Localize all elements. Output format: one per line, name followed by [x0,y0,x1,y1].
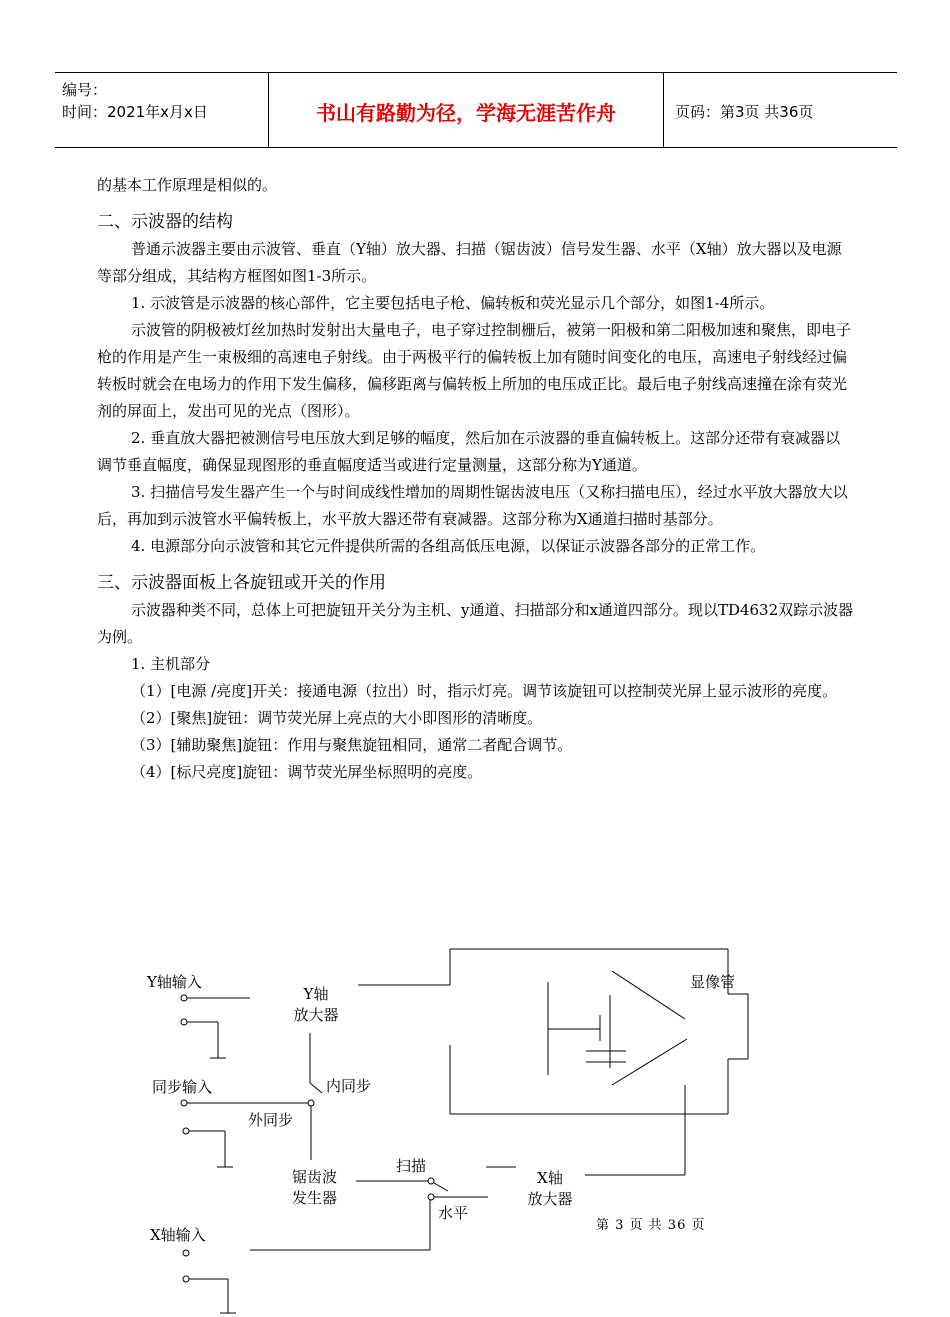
paragraph: 示波管的阴极被灯丝加热时发射出大量电子，电子穿过控制栅后，被第一阳极和第二阳极加速和聚焦，即电子枪的作用是产生一束极细的高速电子射线。由于两极平行的偏转板上加有随时间变化的电压，高速电子射线经过偏转板时就会在电场力的作用下发生偏移，偏移距离与偏转板上所加的电压成正比。最后电子射线高速撞在涂有荧光剂的屏面上，发出可见的光点（图形）。 [97,321,852,420]
header-meta [62,79,267,123]
external-sync-label: 外同步 [248,1111,294,1129]
header-page-info: 页码：第3页 共36页 [675,103,814,121]
y-amp-label-1: Y轴 [303,985,329,1003]
page-header [55,72,897,148]
header-divider [663,73,664,147]
number-label: 编号： [62,81,108,99]
paragraph: 1. 示波管是示波器的核心部件，它主要包括电子枪、偏转板和荧光显示几个部分，如图1-4所示。 [131,294,775,312]
sync-input-label: 同步输入 [152,1078,213,1096]
section-heading: 二、示波器的结构 [97,212,233,232]
paragraph: 示波器种类不同，总体上可把旋钮开关分为主机、y通道、扫描部分和x通道四部分。现以TD4632双踪示波器为例。 [97,601,854,646]
x-input-label: X轴输入 [150,1226,206,1244]
crt-label: 显像管 [690,973,736,991]
paragraph: （2）[聚焦]旋钮：调节荧光屏上亮点的大小即图形的清晰度。 [131,709,543,727]
time-label: 时间：2021年x月x日 [62,103,208,121]
paragraph: （4）[标尺亮度]旋钮：调节荧光屏坐标照明的亮度。 [131,763,483,781]
internal-sync-label: 内同步 [326,1077,372,1095]
paragraph: 3. 扫描信号发生器产生一个与时间成线性增加的周期性锯齿波电压（又称扫描电压），经过水平放大器放大以后，再加到示波管水平偏转板上，水平放大器还带有衰减器。这部分称为X通道扫描时基部分。 [97,483,848,528]
paragraph: （1）[电源 /亮度]开关：接通电源（拉出）时，指示灯亮。调节该旋钮可以控制荧光屏上显示波形的亮度。 [131,682,838,700]
paragraph: 的基本工作原理是相似的。 [97,176,278,194]
paragraph: 1. 主机部分 [131,655,211,673]
document-body [97,172,855,786]
y-input-label: Y轴输入 [147,973,202,991]
horizontal-label: 水平 [438,1204,469,1222]
page-footer: 第 3 页 共 36 页 [596,1218,706,1233]
section-heading: 三、示波器面板上各旋钮或开关的作用 [97,573,386,593]
x-amp-label-1: X轴 [537,1169,563,1187]
paragraph: 普通示波器主要由示波管、垂直（Y轴）放大器、扫描（锯齿波）信号发生器、水平（X轴）放大器以及电源等部分组成，其结构方框图如图1-3所示。 [97,240,842,285]
paragraph: 2. 垂直放大器把被测信号电压放大到足够的幅度，然后加在示波器的垂直偏转板上。这部分还带有衰减器以调节垂直幅度，确保显现图形的垂直幅度适当或进行定量测量，这部分称为Y通道。 [97,429,841,474]
sawtooth-label-2: 发生器 [292,1189,338,1207]
y-amp-label-2: 放大器 [293,1006,339,1024]
block-diagram [130,935,770,1317]
paragraph: （3）[辅助聚焦]旋钮：作用与聚焦旋钮相同，通常二者配合调节。 [131,736,573,754]
paragraph: 4. 电源部分向示波管和其它元件提供所需的各组高低压电源，以保证示波器各部分的正常工作。 [131,537,766,555]
sweep-label: 扫描 [396,1157,427,1175]
diagram-lines [130,935,770,1317]
header-motto: 书山有路勤为径，学海无涯苦作舟 [316,101,616,125]
x-amp-label-2: 放大器 [527,1190,573,1208]
sawtooth-label-1: 锯齿波 [292,1168,338,1186]
